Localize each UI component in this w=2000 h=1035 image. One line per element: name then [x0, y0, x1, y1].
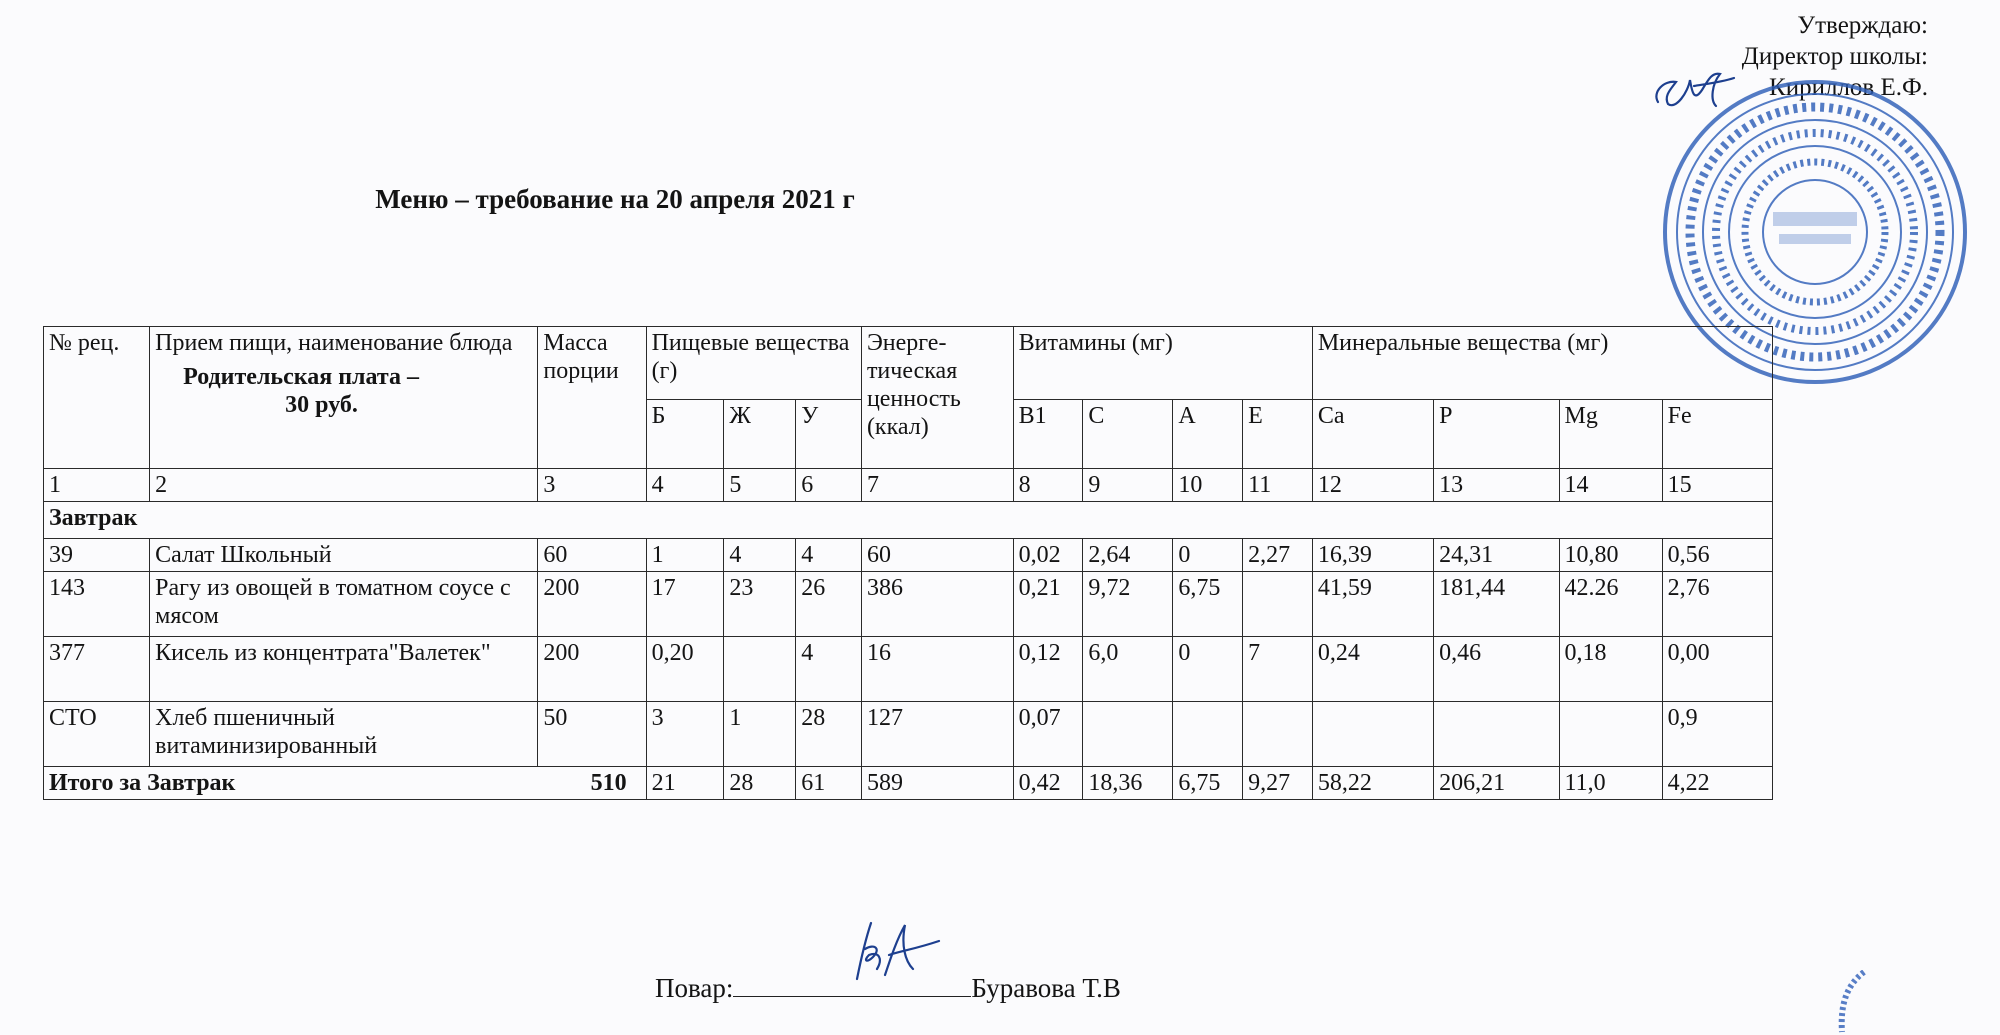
cell: 17	[646, 572, 724, 637]
cell: 200	[538, 637, 646, 702]
cell: 24,31	[1434, 539, 1559, 572]
cell: 1	[646, 539, 724, 572]
header-phosphorus: P	[1434, 400, 1559, 469]
cell: 3	[646, 702, 724, 767]
cell: 42.26	[1559, 572, 1662, 637]
column-number: 14	[1559, 469, 1662, 502]
header-rec-no: № рец.	[44, 327, 150, 469]
cell: 2,64	[1083, 539, 1173, 572]
cell: 377	[44, 637, 150, 702]
cell	[1243, 702, 1313, 767]
header-minerals: Минеральные вещества (мг)	[1312, 327, 1772, 400]
header-vitamin-e: E	[1243, 400, 1313, 469]
cell: 0	[1173, 637, 1243, 702]
cell: Салат Школьный	[150, 539, 538, 572]
header-portion: Масса порции	[538, 327, 646, 469]
footer-cook	[655, 972, 1121, 1004]
cell: 2,27	[1243, 539, 1313, 572]
cell: 200	[538, 572, 646, 637]
total-cell: 206,21	[1434, 767, 1559, 800]
cell	[1434, 702, 1559, 767]
cell: 4	[796, 539, 862, 572]
cell: 60	[861, 539, 1013, 572]
page-title: Меню – требование на 20 апреля 2021 г	[375, 184, 855, 214]
total-portion: 510	[590, 770, 627, 796]
cell: 39	[44, 539, 150, 572]
column-number: 2	[150, 469, 538, 502]
cook-name: Буравова Т.В	[971, 973, 1121, 1003]
cell: Кисель из концентрата"Валетек"	[150, 637, 538, 702]
total-cell: 18,36	[1083, 767, 1173, 800]
header-vitamin-c: C	[1083, 400, 1173, 469]
cell	[724, 637, 796, 702]
cell: 0,20	[646, 637, 724, 702]
header-nutrients: Пищевые вещества (г)	[646, 327, 861, 400]
approval-line-1: Утверждаю:	[1797, 12, 1928, 39]
column-number: 7	[861, 469, 1013, 502]
header-row	[44, 327, 1773, 400]
total-cell: 21	[646, 767, 724, 800]
cell: 1	[724, 702, 796, 767]
header-carbs: У	[796, 400, 862, 469]
column-number: 11	[1243, 469, 1313, 502]
column-number: 12	[1312, 469, 1433, 502]
cell	[1083, 702, 1173, 767]
cook-label: Повар:	[655, 973, 734, 1003]
cell: 2,76	[1662, 572, 1772, 637]
column-number: 4	[646, 469, 724, 502]
cell: 16	[861, 637, 1013, 702]
header-vitamins: Витамины (мг)	[1013, 327, 1312, 400]
header-protein: Б	[646, 400, 724, 469]
total-label-wrap	[49, 769, 641, 797]
cell: 0,56	[1662, 539, 1772, 572]
total-cell: 0,42	[1013, 767, 1083, 800]
cell: 386	[861, 572, 1013, 637]
parent-fee-amount: 30 руб.	[285, 392, 358, 418]
header-calcium: Ca	[1312, 400, 1433, 469]
cell: 16,39	[1312, 539, 1433, 572]
cell	[1312, 702, 1433, 767]
cell: 127	[861, 702, 1013, 767]
cell: Рагу из овощей в томатном соусе с мясом	[150, 572, 538, 637]
cell: 9,72	[1083, 572, 1173, 637]
cell: 0,12	[1013, 637, 1083, 702]
table-row	[44, 572, 1773, 637]
cell	[1559, 702, 1662, 767]
cell: 50	[538, 702, 646, 767]
cell	[1173, 702, 1243, 767]
column-numbers-row	[44, 469, 1773, 502]
cell: 0,21	[1013, 572, 1083, 637]
cell: 143	[44, 572, 150, 637]
total-cell: 589	[861, 767, 1013, 800]
total-cell: 6,75	[1173, 767, 1243, 800]
header-magnesium: Mg	[1559, 400, 1662, 469]
header-vitamin-a: A	[1173, 400, 1243, 469]
table-row	[44, 702, 1773, 767]
section-breakfast: Завтрак	[44, 502, 1773, 539]
cell	[1243, 572, 1313, 637]
total-row	[44, 767, 1773, 800]
cell: 0,07	[1013, 702, 1083, 767]
total-cell: 61	[796, 767, 862, 800]
cell: 28	[796, 702, 862, 767]
header-energy: Энерге-тическая ценность (ккал)	[861, 327, 1013, 469]
total-label-cell	[44, 767, 647, 800]
column-number: 15	[1662, 469, 1772, 502]
cell: 6,0	[1083, 637, 1173, 702]
cell: 0,24	[1312, 637, 1433, 702]
header-fat: Ж	[724, 400, 796, 469]
approval-line-3: Кириллов Е.Ф.	[1769, 74, 1928, 101]
cell: 41,59	[1312, 572, 1433, 637]
column-number: 1	[44, 469, 150, 502]
header-iron: Fe	[1662, 400, 1772, 469]
approval-line-2: Директор школы:	[1741, 43, 1928, 70]
cell: 7	[1243, 637, 1313, 702]
section-row	[44, 502, 1773, 539]
cell: 0,00	[1662, 637, 1772, 702]
column-number: 5	[724, 469, 796, 502]
header-meal-name-text: Прием пищи, наименование блюда	[155, 330, 513, 356]
column-number: 9	[1083, 469, 1173, 502]
parent-fee-label: Родительская плата –	[183, 364, 419, 390]
cell: 0,02	[1013, 539, 1083, 572]
cell: 10,80	[1559, 539, 1662, 572]
total-cell: 11,0	[1559, 767, 1662, 800]
cell: 181,44	[1434, 572, 1559, 637]
total-cell: 9,27	[1243, 767, 1313, 800]
cell: 26	[796, 572, 862, 637]
total-cell: 58,22	[1312, 767, 1433, 800]
cell: 6,75	[1173, 572, 1243, 637]
cell: 0,46	[1434, 637, 1559, 702]
column-number: 10	[1173, 469, 1243, 502]
header-vitamin-b1: B1	[1013, 400, 1083, 469]
table-row	[44, 539, 1773, 572]
partial-stamp-mark	[1830, 970, 1870, 1035]
cell: СТО	[44, 702, 150, 767]
cell: 0	[1173, 539, 1243, 572]
column-number: 8	[1013, 469, 1083, 502]
cell: 0,9	[1662, 702, 1772, 767]
cell: 4	[796, 637, 862, 702]
signature-line	[733, 972, 971, 997]
total-label: Итого за Завтрак	[49, 770, 236, 796]
menu-table	[43, 326, 1773, 800]
cell: 4	[724, 539, 796, 572]
total-cell: 4,22	[1662, 767, 1772, 800]
table-row	[44, 637, 1773, 702]
column-number: 13	[1434, 469, 1559, 502]
cell: Хлеб пшеничный витаминизированный	[150, 702, 538, 767]
column-number: 3	[538, 469, 646, 502]
cell: 0,18	[1559, 637, 1662, 702]
total-cell: 28	[724, 767, 796, 800]
cell: 60	[538, 539, 646, 572]
header-meal-name	[150, 327, 538, 469]
column-number: 6	[796, 469, 862, 502]
cell: 23	[724, 572, 796, 637]
